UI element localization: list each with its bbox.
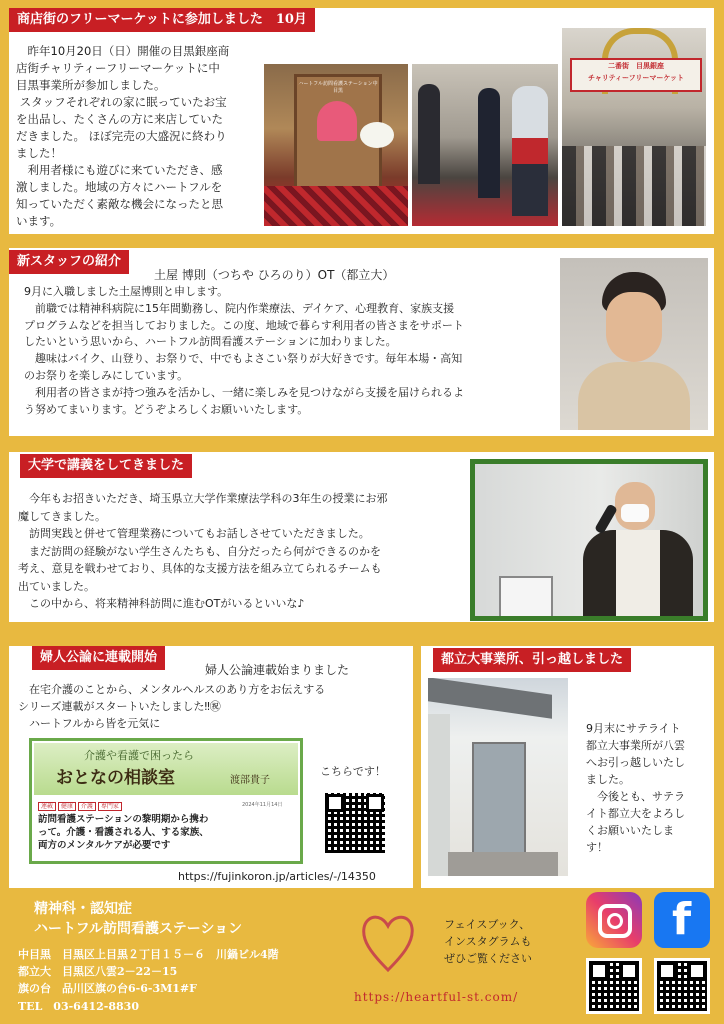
chip: 健康 [58,802,76,811]
qr-label: こちらです！ [320,765,386,778]
chip: 専門家 [98,802,122,811]
staff-face [606,292,662,362]
article-date: 2024年11月14日 [242,802,283,808]
facebook-qr-code[interactable] [654,958,710,1014]
instagram-qr-code[interactable] [586,958,642,1014]
footer-address-1: 中目黒 目黒区上目黒２丁目１５－６ 川鍋ビル4階 [18,948,279,961]
footer-address-2: 都立大 目黒区八雲2－22－15 [18,965,178,978]
photo-staff-portrait [560,258,708,430]
instagram-icon[interactable] [586,892,642,948]
footer-org-name: ハートフル訪問看護ステーション [34,921,243,937]
footer-phone: TEL 03-6412-8830 [18,1000,139,1013]
article-chips [38,801,122,810]
visitor-figure-1 [418,84,440,184]
flower-decoration [360,122,394,148]
magazine-text: 在宅介護のことから、メンタルヘルスのあり方をお伝えする シリーズ連載がスタートいたしました‼㊗ ハートフルから皆を元気に [18,683,326,730]
heart-icon [360,908,416,974]
article-banner [34,743,298,795]
facebook-letter: f [672,894,692,945]
instagram-lens [598,904,632,938]
chip: 連載 [38,802,56,811]
entrance-step [448,852,558,876]
chip: 介護 [78,802,96,811]
banner-author: 渡部貴子 [230,775,270,786]
magazine-subtitle: 婦人公論連載始まりました [205,663,350,677]
footer-address-3: 旗の台 品川区旗の台6-6-3M1#F [18,982,197,995]
street-banner-text: 二番街 目黒銀座 [608,62,664,70]
footer-website[interactable]: https://heartful-st.com/ [354,990,519,1004]
street-banner-text-2: チャリティーフリーマーケット [587,74,685,82]
monitor [499,576,553,620]
photo-shopping-street [562,28,706,226]
street-banner [570,58,702,92]
facebook-icon[interactable] [654,892,710,948]
visitor-figure-2 [478,88,500,198]
section-title-flea-market: 商店街のフリーマーケットに参加しました 10月 [9,8,315,32]
section-title-lecture: 大学で講義をしてきました [20,454,192,478]
front-door [472,742,526,856]
photo-booth-sign [264,64,408,226]
magazine-qr-code[interactable] [322,790,388,856]
lecturer-body [583,530,693,616]
lecturer-mask [621,504,649,522]
lecture-text: 今年もお招きいただき、埼玉県立大学作業療法学科の3年生の授業にお邪 魔してきました。 訪問実践と併せて管理業務についてもお話しさせていただきました。 まだ訪問の経験がない学生さんたちも、自分だったら何ができるのかを 考え、意見を戦わせており、具体的な支援方法を組み立てられるチームも 出ていました。 この中から、将来精神科訪問に進むOTがいるといいな♪ [18,492,388,610]
photo-stall-visitors [412,64,558,226]
staff-figure [512,86,548,216]
footer-sns-text: フェイスブック、 インスタグラムも ぜひご覧ください [444,918,532,965]
flea-market-text: 昨年10月20日（日）開催の目黒銀座商 店街チャリティーフリーマーケットに中 目黒事業所が参加しました。 スタッフそれぞれの家に眠っていたお宝 を出品し、たくさんの方に来店していた だきました。 ほぼ完売の大盛況に終わり ました！ 利用者様にも遊びに来ていただき、感 激しました。地域の方々にハートフルを 知っていただく素敵な機会になったと思 います。 [16,44,230,228]
table-cloth [264,186,408,226]
entrance-canopy [428,678,552,719]
footer-org-type: 精神科・認知症 [34,901,132,917]
crowd [562,146,706,226]
new-staff-text: 9月に入職しました土屋博則と申します。 前職では精神科病院に15年間勤務し、院内作業療法、デイケア、心理教育、家族支援 プログラムなどを担当しておりました。この度、地域で暮らす利用者の皆さまをサポート したいという思いから、ハートフル訪問看護ステーションに加わりました。 趣味はバイク、山登り、お祭りで、中でもよさこい祭りが大好きです。毎年本場・高知 のお祭りを楽しみにしています。 利用者の皆さまが持つ強みを活かし、一緒に楽しみを見つけながら支援を届けられるよ う努めてまいります。どうぞよろしくお願いいたします。 [24,285,464,416]
banner-main-text: おとなの相談室 [56,768,175,788]
wall-panel [428,714,450,876]
magazine-article-card[interactable] [29,738,303,864]
heart-icon [317,101,357,141]
staff-name: 土屋 博則（つちや ひろのり）OT（都立大） [154,268,395,282]
section-title-new-staff: 新スタッフの紹介 [9,250,129,274]
article-headline: 訪問看護ステーションの黎明期から携わ って。介護・看護される人、する家族、 両方のメンタルケアが必要です [38,814,209,851]
section-title-magazine: 婦人公論に連載開始 [32,646,165,670]
staff-hoodie [578,362,690,430]
booth-sign-text: ハートフル訪問看護ステーション中目黒 [298,81,378,94]
photo-building-entrance [428,678,568,876]
photo-lecture [470,459,708,621]
relocation-text: 9月末にサテライト 都立大事業所が八雲 へお引っ越しいたし ました。 今後とも、サテラ イト都立大をよろし くお願いいたしま す！ [586,722,685,854]
section-title-relocation: 都立大事業所、引っ越しました [433,648,631,672]
banner-top-text: 介護や看護で困ったら [84,749,194,762]
magazine-url[interactable]: https://fujinkoron.jp/articles/-/14350 [178,870,376,883]
